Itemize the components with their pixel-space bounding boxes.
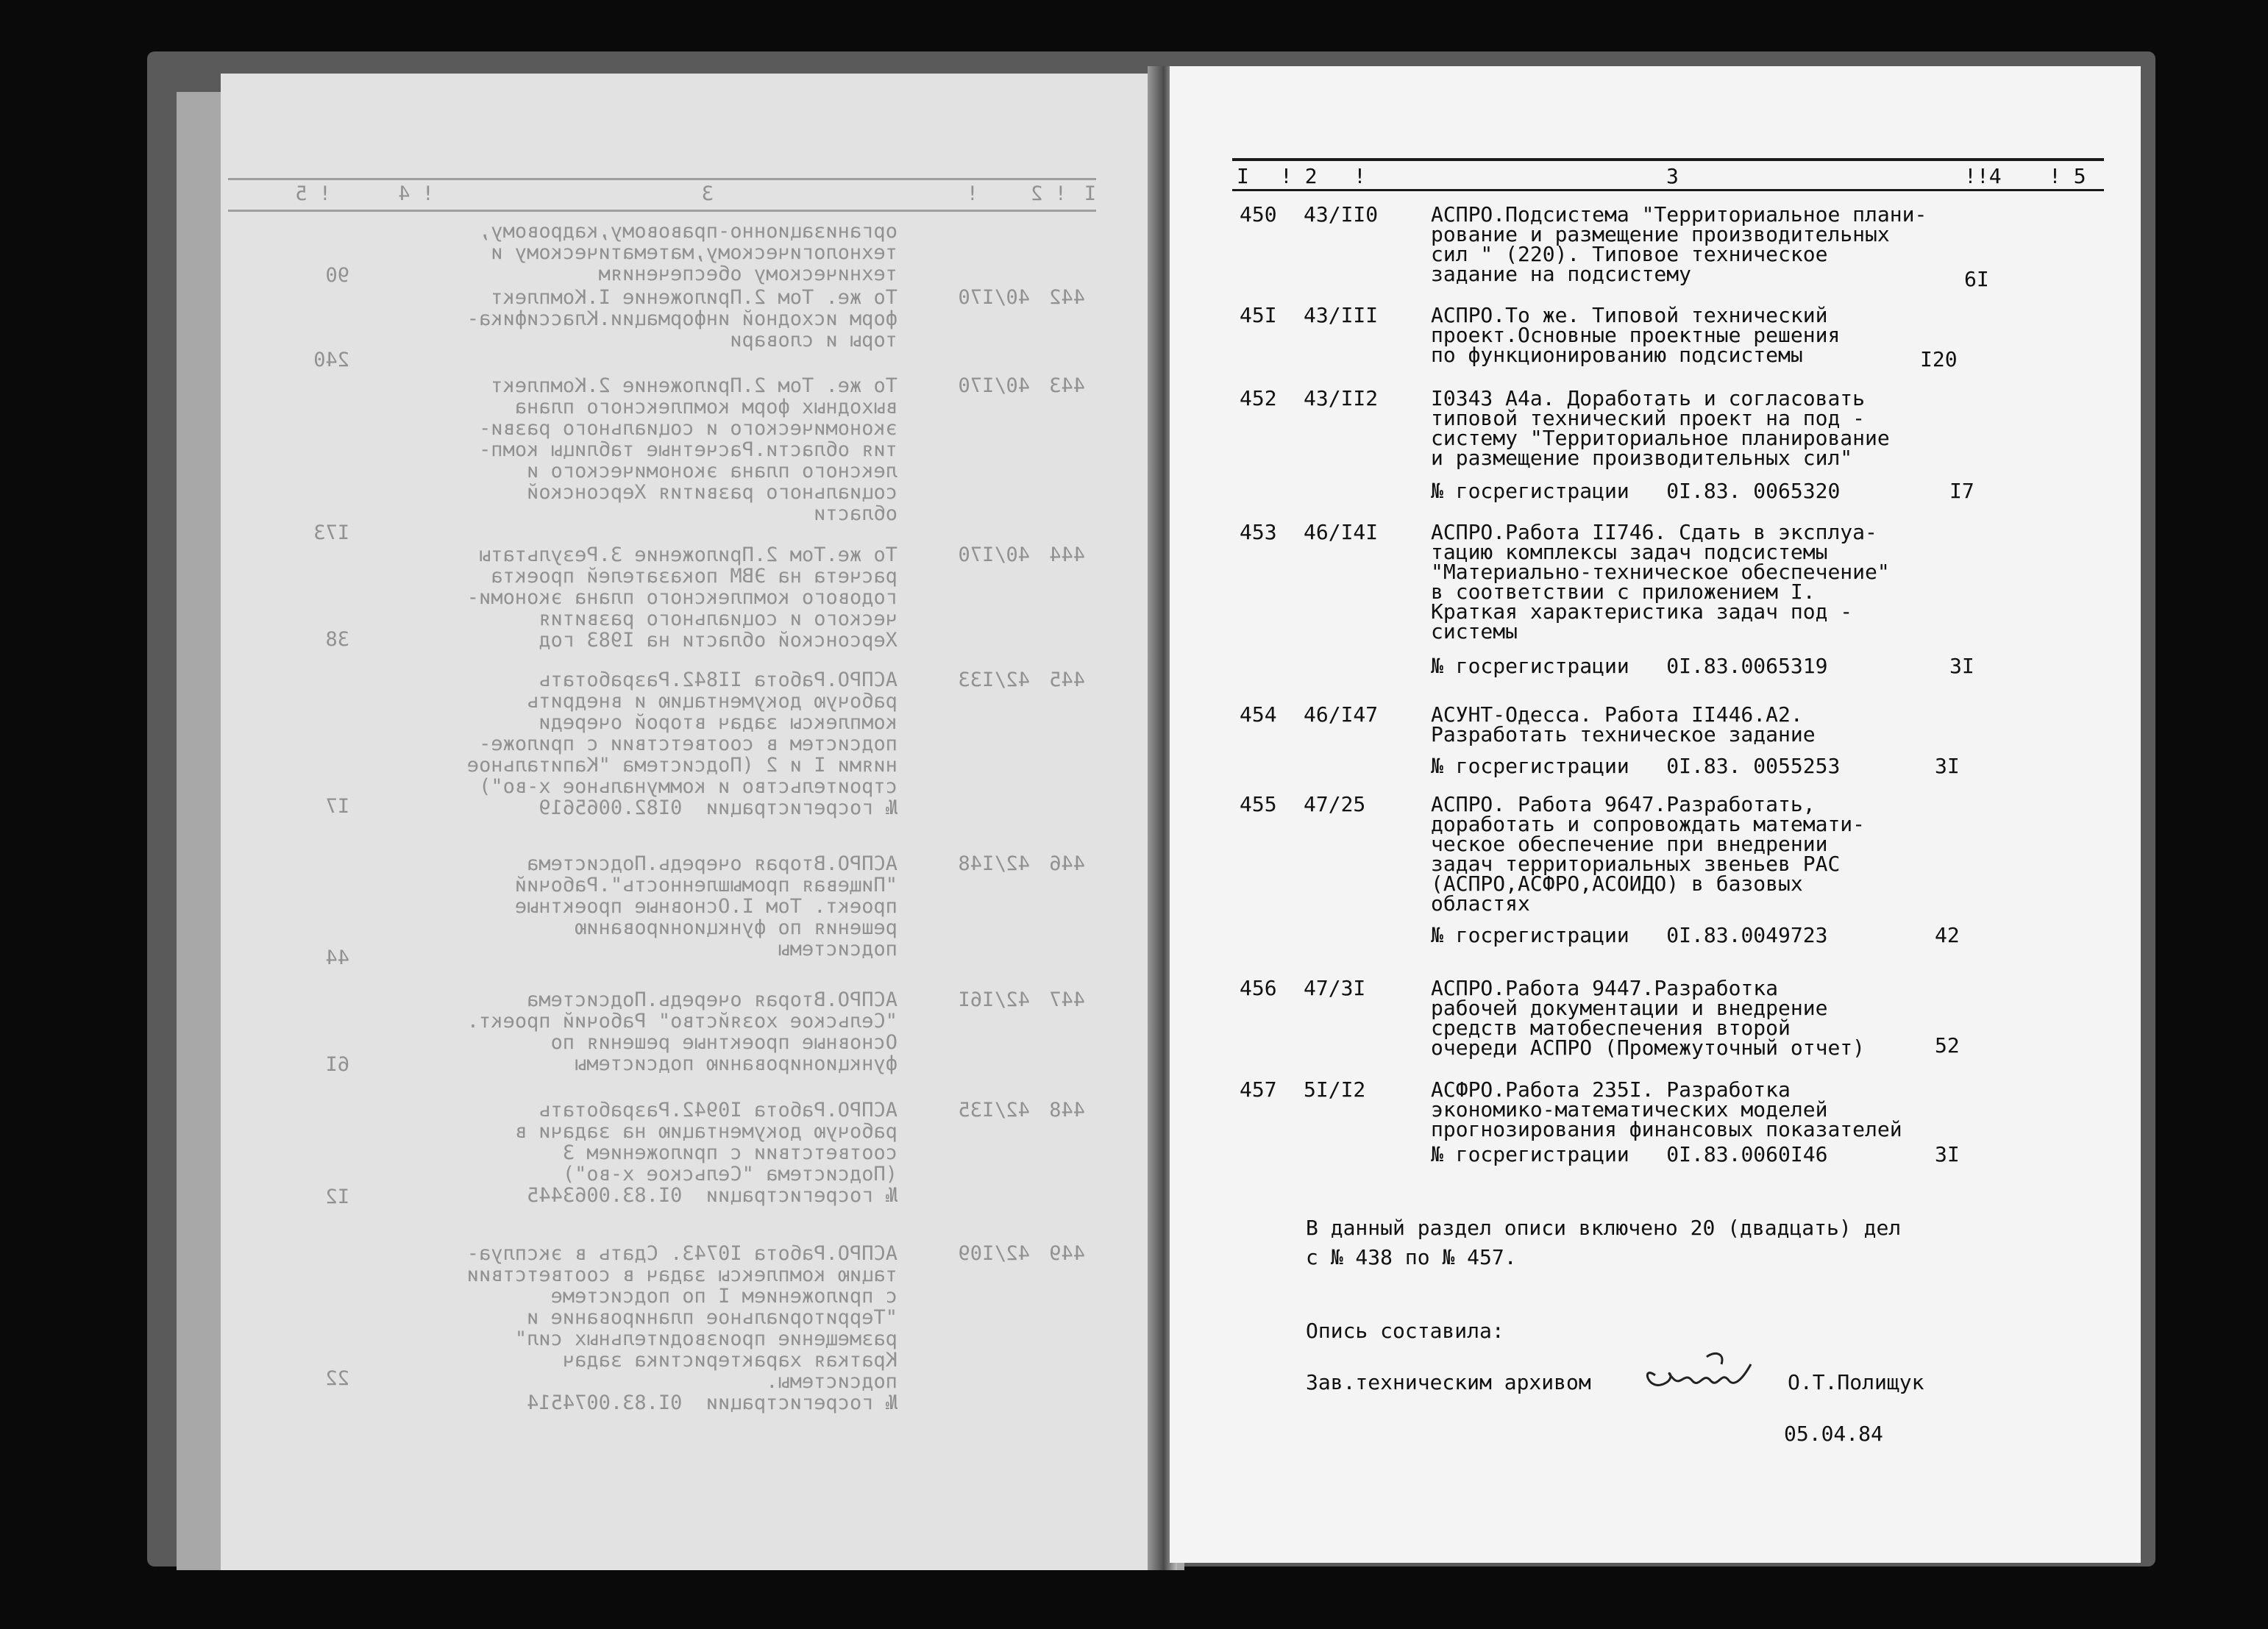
left-row-code: 42/I33: [958, 669, 1030, 691]
left-row-number: 447: [1049, 988, 1085, 1011]
summary-text: В данный раздел описи включено 20 (двадцать) дел с № 438 по № 457.: [1306, 1216, 1902, 1269]
left-row-text: АСПРО.Работа I0942.Разработать рабочую документацию на задачи в соответствии с приложением 3 (Подсистема "Сельское х-во") № госрегистрации 0I.83.0063445: [514, 1099, 897, 1207]
left-row-text: АСПРО.Работа I0743. Сдать в эксплуа- тацию комплексы задач в соответствии с приложением I по подсистеме "Территориальное планирование и размещение производительных сил" Краткая характеристика задач подсистемы. № госрегистрации 0I.83.0074514: [466, 1242, 897, 1414]
row-code: 43/II2: [1304, 386, 1379, 410]
row-number: 453: [1240, 520, 1277, 544]
compiled-by-label: Опись составила:: [1306, 1319, 1504, 1343]
left-header-col3: !: [966, 182, 978, 205]
row-title: АСПРО.То же. Типовой технический проект.Основные проектные решения по функционированию подсистемы: [1431, 303, 1841, 367]
left-row-code: 42/I6I: [958, 988, 1030, 1011]
left-table-header: [228, 178, 1096, 212]
left-row-code: 40/I70: [958, 374, 1030, 397]
left-row-pages: I73: [313, 521, 349, 544]
left-row-text: То же. Том 2.Приложение 2.Комплект выходных форм комплексного плана экономического и социального разви- тия области.Расчетные таблицы комп- лексного плана экономического и социального развития Херсонской области: [479, 374, 897, 525]
row-registration: [1431, 656, 1827, 676]
row-title: I0343 А4а. Доработать и согласовать типовой технический проект на под - систему "Территориальное планирование и размещение производительных сил": [1431, 386, 1890, 470]
archivist-name: О.Т.Полищук: [1788, 1370, 1924, 1394]
left-row-number: 444: [1049, 543, 1085, 566]
row-number: 45I: [1240, 303, 1277, 327]
position-title: Зав.техническим архивом: [1306, 1370, 1591, 1394]
left-header-col2: ! 2: [1031, 182, 1067, 205]
left-row-pages: 44: [325, 947, 349, 969]
registration-label: № госрегистрации: [1431, 479, 1629, 503]
row-registration: [1431, 925, 1827, 945]
left-row-number: 446: [1049, 852, 1085, 875]
right-page: [1170, 66, 2141, 1563]
left-row-pages: 90: [325, 264, 349, 287]
left-row-pages: 38: [325, 628, 349, 651]
header-col4: 3: [1666, 164, 1679, 188]
left-row-text: АСПРО.Работа II842.Разработать рабочую документацию и внедрить комплексы задач второй очереди подсистем в соответствии с приложе- ниями I и 2 (Подсистема "Капитальное строительство и коммунальное х-во") № госрегистрации 0I82.0065619: [466, 669, 897, 819]
row-code: 46/I4I: [1304, 520, 1379, 544]
row-number: 455: [1240, 792, 1277, 816]
header-col6: ! 5: [2049, 164, 2086, 188]
row-pages: 3I: [1935, 1142, 1960, 1166]
left-row-text: То же.Том 2.Приложение 3.Результаты расчета на ЭВМ показателей проекта годового комплексного плана экономи- ческого и социального развития Херсонской области на I983 год: [466, 543, 897, 652]
left-row-text: То же. Том 2.Приложение I.Комплект форм исходной информации.Классифика- торы и словари: [466, 286, 897, 352]
row-pages: I20: [1920, 347, 1958, 371]
registration-label: № госрегистрации: [1431, 923, 1629, 947]
left-row-pages: 6I: [325, 1053, 349, 1076]
left-row-code: 40/I70: [958, 543, 1030, 566]
row-pages: 52: [1935, 1033, 1960, 1058]
registration-label: № госрегистрации: [1431, 754, 1629, 778]
left-row-pages: 240: [313, 349, 349, 371]
table-header: [1232, 158, 2104, 191]
left-page: [221, 74, 1162, 1570]
registration-number: 0I.83.0065319: [1666, 654, 1828, 678]
left-header-col6: ! 5: [295, 182, 331, 205]
left-row-text: АСПРО.Вторая очередь.Подсистема "Сельское хозяйство" Рабочий проект. Основные проектные решения по функционированию подсистемы: [466, 988, 897, 1075]
left-row-number: 442: [1049, 286, 1085, 309]
row-pages: I7: [1949, 479, 1974, 503]
signature-date: 05.04.84: [1784, 1422, 1883, 1446]
left-row-pages: I7: [325, 795, 349, 818]
left-header-col1: I: [1084, 182, 1096, 205]
left-row-number: 445: [1049, 669, 1085, 691]
row-number: 452: [1240, 386, 1277, 410]
row-registration: [1431, 1144, 1827, 1164]
left-row-pages: I2: [325, 1186, 349, 1208]
header-col1: I: [1237, 164, 1249, 188]
row-code: 46/I47: [1304, 702, 1379, 727]
row-registration: [1431, 756, 1840, 776]
row-number: 454: [1240, 702, 1277, 727]
registration-number: 0I.83. 0055253: [1666, 754, 1841, 778]
header-col5: !!4: [1964, 164, 2002, 188]
row-number: 450: [1240, 202, 1277, 227]
row-title: АСПРО. Работа 9647.Разработать, доработать и сопровождать математи- ческое обеспечение при внедрении задач территориальных звеньев РАС (АСПРО,АСФРО,АСОИДО) в базовых областях: [1431, 792, 1866, 916]
left-row-number: 448: [1049, 1099, 1085, 1122]
left-header-col5: ! 4: [398, 182, 434, 205]
registration-label: № госрегистрации: [1431, 654, 1629, 678]
row-number: 456: [1240, 976, 1277, 1000]
signature-stroke: [1647, 1353, 1751, 1385]
registration-label: № госрегистрации: [1431, 1142, 1629, 1166]
row-number: 457: [1240, 1077, 1277, 1102]
registration-number: 0I.83. 0065320: [1666, 479, 1841, 503]
left-row-code: 42/I48: [958, 852, 1030, 875]
left-row-number: 449: [1049, 1242, 1085, 1265]
left-row-number: 443: [1049, 374, 1085, 397]
row-code: 43/III: [1304, 303, 1379, 327]
row-title: АСУНТ-Одесса. Работа II446.А2. Разработать техническое задание: [1431, 702, 1816, 746]
left-row-code: 42/I35: [958, 1099, 1030, 1122]
header-col2: ! 2: [1280, 164, 1318, 188]
left-row-code: 40/I70: [958, 286, 1030, 309]
row-code: 47/25: [1304, 792, 1366, 816]
left-page-mirrored-content: [221, 74, 1162, 1570]
left-row-code: 42/I09: [958, 1242, 1030, 1265]
row-code: 47/3I: [1304, 976, 1366, 1000]
header-col3: !: [1354, 164, 1366, 188]
left-row-text: организационно-правовому,кадровому, технологическому,математическому и техническому обеспечениям: [479, 220, 897, 285]
row-title: АСПРО.Работа II746. Сдать в эксплуа- тацию комплексы задач подсистемы "Материально-техническое обеспечение" в соответствии с приложением I. Краткая характеристика задач под - системы: [1431, 520, 1890, 644]
registration-number: 0I.83.0060I46: [1666, 1142, 1828, 1166]
row-pages: 6I: [1964, 267, 1989, 291]
row-registration: [1431, 481, 1840, 501]
left-row-text: АСПРО.Вторая очередь.Подсистема "Пищевая промышленность".Рабочий проект. Том I.Основные проектные решения по функционированию подсистемы: [514, 852, 897, 960]
row-title: АСФРО.Работа 235I. Разработка экономико-математических моделей прогнозирования финансовых показателей: [1431, 1077, 1902, 1141]
row-code: 5I/I2: [1304, 1077, 1366, 1102]
row-pages: 3I: [1935, 754, 1960, 778]
row-title: АСПРО.Подсистема "Территориальное плани- рование и размещение производительных сил " (220). Типовое техническое задание на подсистему: [1431, 202, 1927, 286]
registration-number: 0I.83.0049723: [1666, 923, 1828, 947]
left-header-col4: 3: [701, 182, 714, 205]
left-row-pages: 22: [325, 1367, 349, 1390]
row-pages: 42: [1935, 923, 1960, 947]
row-code: 43/II0: [1304, 202, 1379, 227]
row-pages: 3I: [1949, 654, 1974, 678]
signature: [1633, 1342, 1766, 1408]
row-title: АСПРО.Работа 9447.Разработка рабочей документации и внедрение средств матобеспечения второй очереди АСПРО (Промежуточный отчет): [1431, 976, 1866, 1060]
